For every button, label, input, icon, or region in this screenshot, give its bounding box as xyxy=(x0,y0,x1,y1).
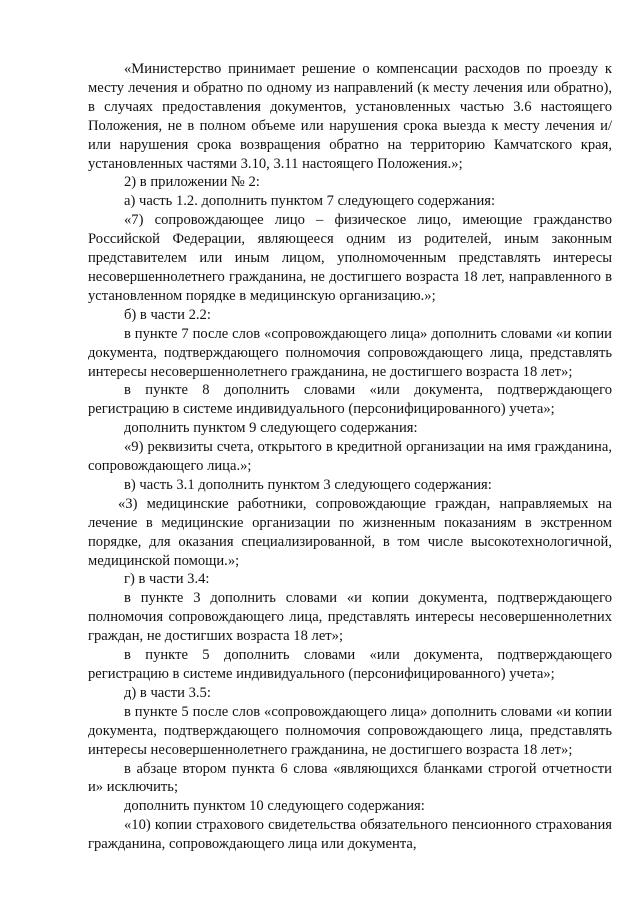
paragraph-appendix-2: 2) в приложении № 2: xyxy=(124,174,260,191)
document-body xyxy=(88,60,612,854)
paragraph-point-3-medical-workers: «3) медицинские работники, сопровождающие граждан, направляемых на лечение в медицинские организации по жизненным показаниям в экстренном порядке, для оказания специализированной, в том числе высокотехнологичной, медицинской помощи.»; xyxy=(88,495,612,569)
paragraph-item-g: г) в части 3.4: xyxy=(124,571,210,588)
paragraph-point-3-addition: в пункте 3 дополнить словами «и копии документа, подтверждающего полномочия сопровождающего лица, представлять интересы несовершеннолетних граждан, не достигших возраста 18 лет»; xyxy=(88,590,612,645)
paragraph-item-d: д) в части 3.5: xyxy=(124,684,211,701)
paragraph-point-7-addition: в пункте 7 после слов «сопровождающего лица» дополнить словами «и копии документа, подтверждающего полномочия сопровождающего лица, представлять интересы несовершеннолетнего гражданина, не достигшего возраста 18 лет»; xyxy=(88,325,612,380)
paragraph-point-7-definition: «7) сопровождающее лицо – физическое лицо, имеющие гражданство Российской Федерации, являющееся одним из родителей, иным законным представителем или иным лицом, уполномоченным представлять интересы несовершеннолетнего гражданина, не достигшего возраста 18 лет, направленного в установленном порядке в медицинскую организацию.»; xyxy=(88,212,612,304)
paragraph-point-9-text: «9) реквизиты счета, открытого в кредитной организации на имя гражданина, сопровождающего лица.»; xyxy=(88,439,612,475)
paragraph-item-b: б) в части 2.2: xyxy=(124,306,211,323)
paragraph-point-5-addition: в пункте 5 дополнить словами «или документа, подтверждающего регистрацию в системе индивидуального (персонифицированного) учета»; xyxy=(88,647,612,682)
paragraph-add-point-10: дополнить пунктом 10 следующего содержания: xyxy=(124,798,425,815)
paragraph-item-a: а) часть 1.2. дополнить пунктом 7 следующего содержания: xyxy=(124,193,496,210)
paragraph-point-5-after-words: в пункте 5 после слов «сопровождающего лица» дополнить словами «и копии документа, подтверждающего полномочия сопровождающего лица, представлять интересы несовершеннолетнего гражданина, не достигшего возраста 18 лет»; xyxy=(88,703,612,758)
paragraph-point-10-text: «10) копии страхового свидетельства обязательного пенсионного страхования гражданина, сопровождающего лица или документа, xyxy=(88,817,612,853)
paragraph-point-8-addition: в пункте 8 дополнить словами «или документа, подтверждающего регистрацию в системе индивидуального (персонифицированного) учета»; xyxy=(88,382,612,418)
paragraph-ministry-decision: «Министерство принимает решение о компенсации расходов по проезду к месту лечения и обратно по одному из направлений (к месту лечения или обратно), в случаях предоставления документов, установленных частью 3.6 настоящего Положения, не в полном объеме или нарушения срока выезда к месту лечения и/или нарушения срока возвращения обратно на территорию Камчатского края, установленных частями 3.10, 3.11 настоящего Положения.»; xyxy=(88,61,612,172)
paragraph-item-v: в) часть 3.1 дополнить пунктом 3 следующего содержания: xyxy=(124,476,492,493)
paragraph-point-6-exclude: в абзаце втором пункта 6 слова «являющихся бланками строгой отчетности и» исключить; xyxy=(88,760,612,796)
paragraph-add-point-9: дополнить пунктом 9 следующего содержания: xyxy=(124,420,418,437)
